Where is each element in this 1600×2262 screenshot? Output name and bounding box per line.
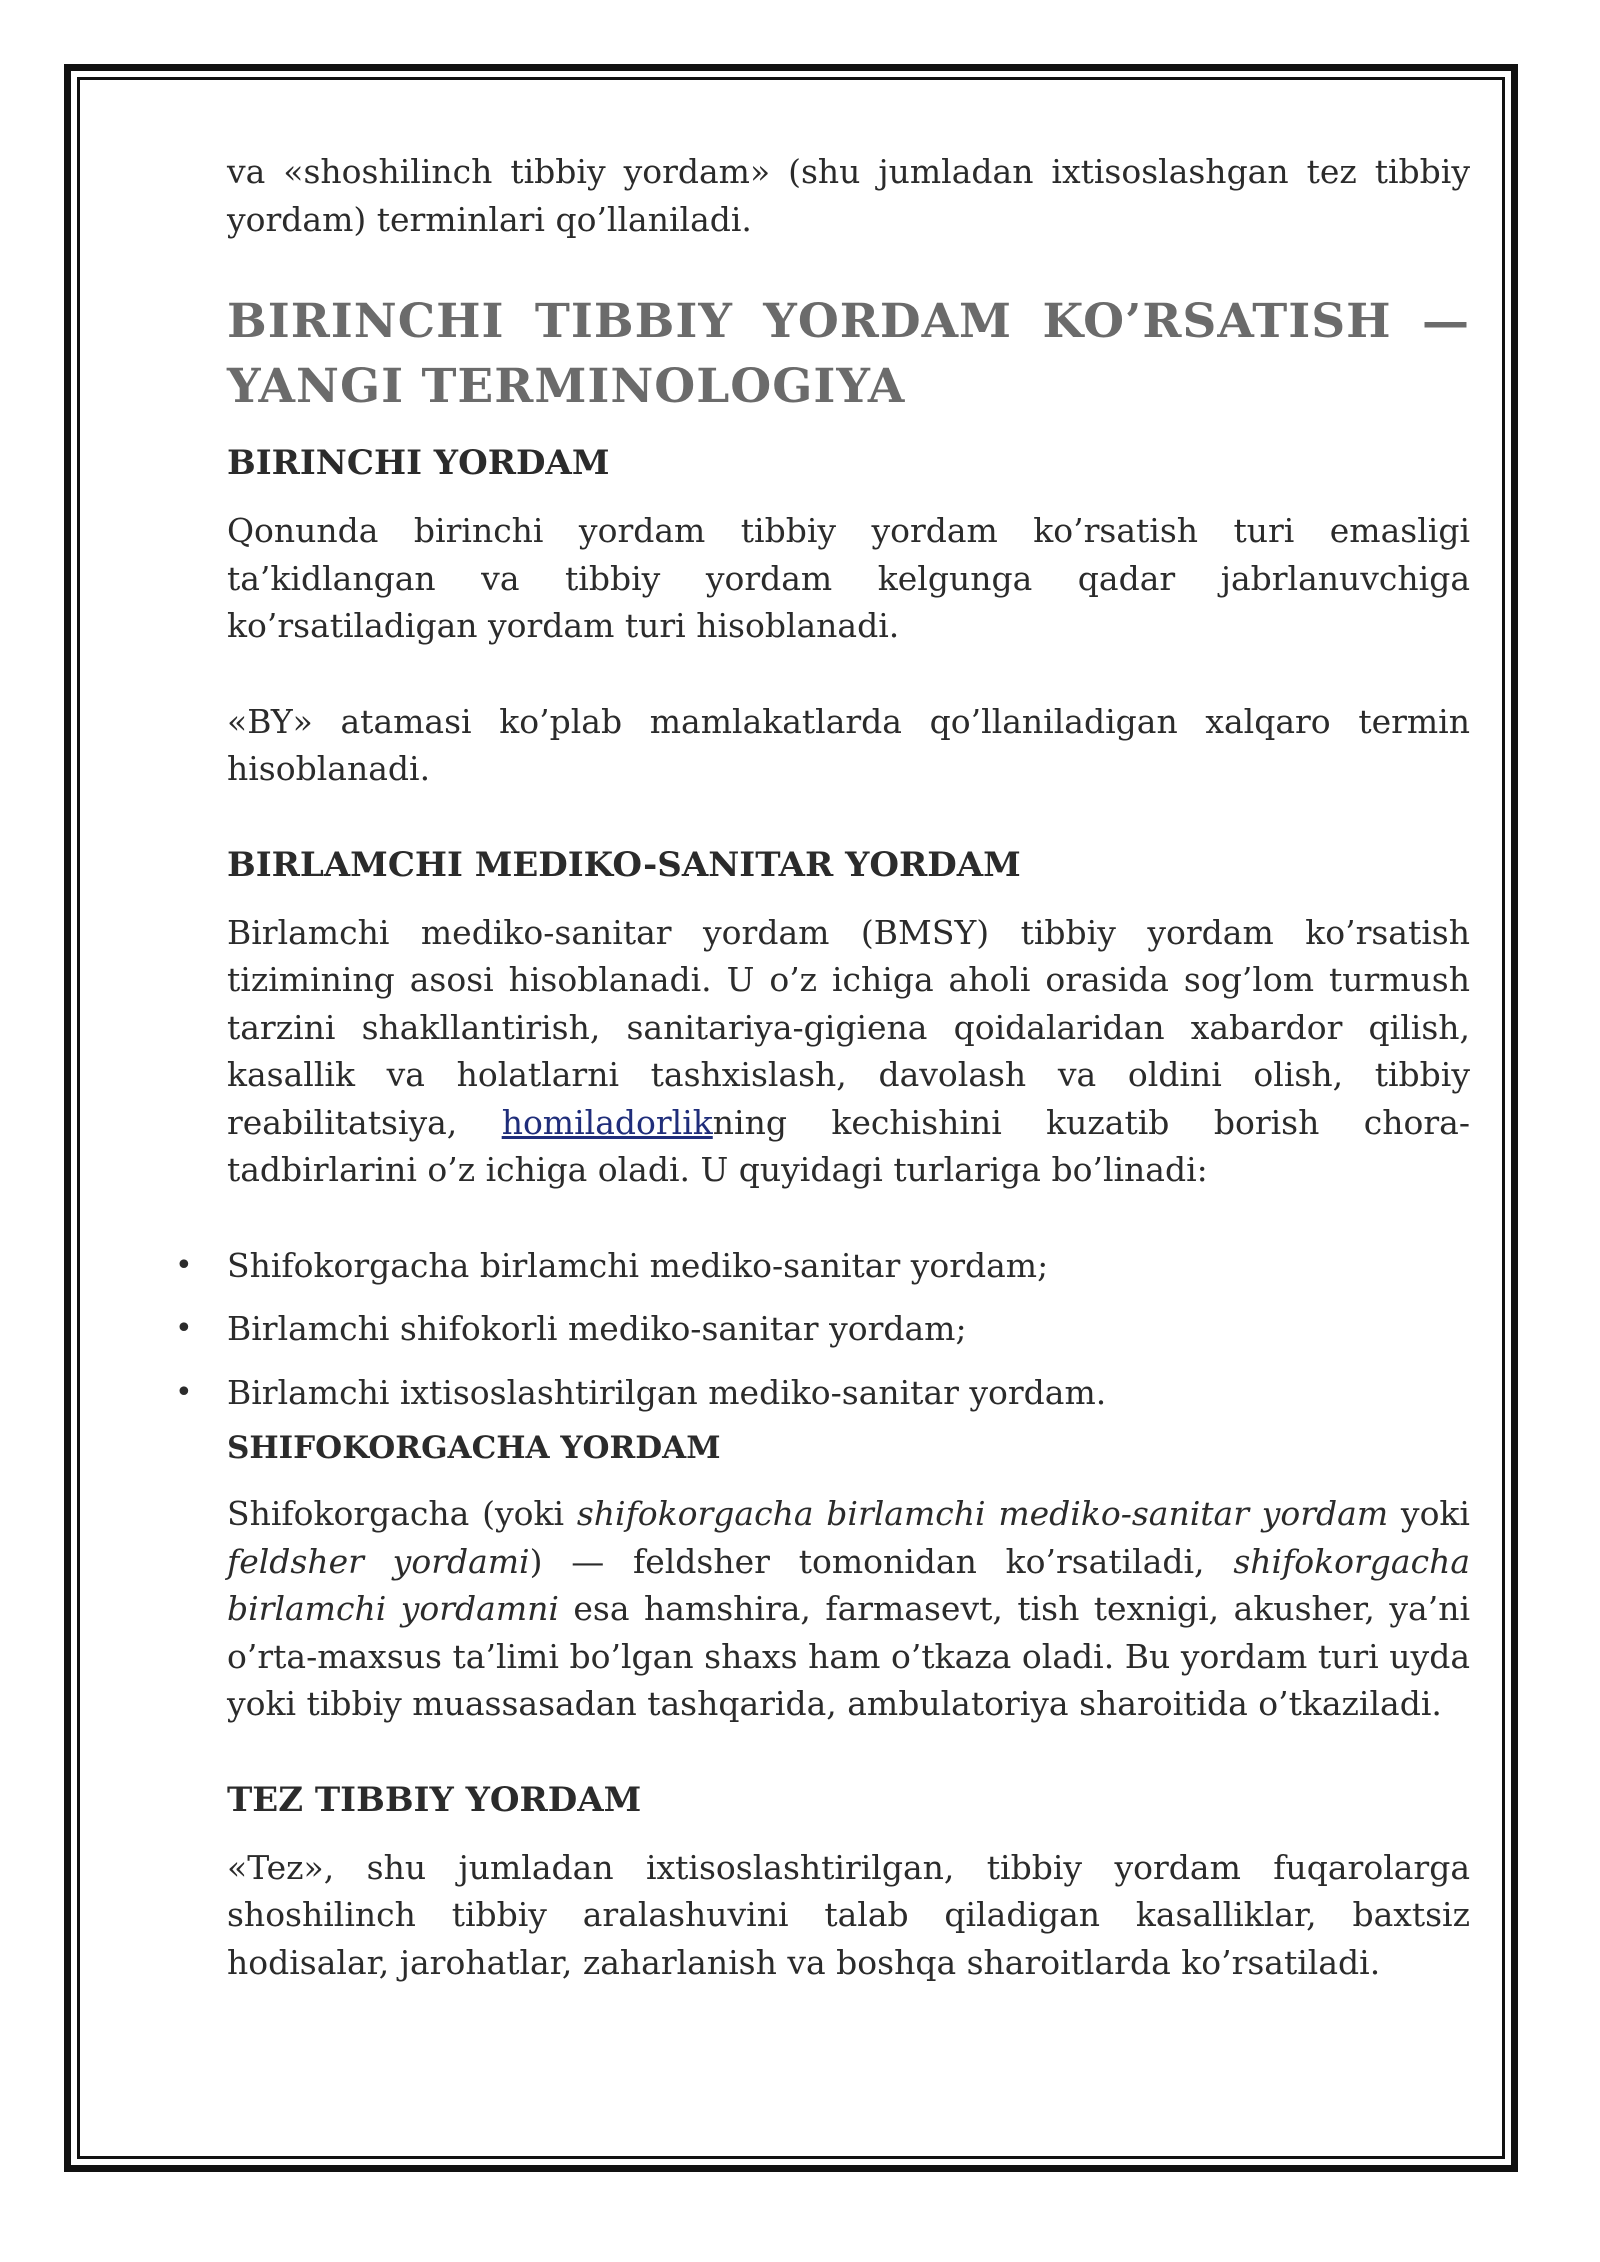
primary-care-text-after-link: ning kechishini kuzatib borish chora-tadbirlarini o’z ichiga oladi. U quyidagi turlariga bo’linadi: [227, 1102, 1470, 1189]
list-item [175, 1305, 1470, 1353]
section-heading-primary-care: BIRLAMCHI MEDIKO-SANITAR YORDAM [227, 844, 1021, 885]
pre-doctor-italic-3: shifokorgacha birlamchi yordamni [227, 1541, 1470, 1628]
emergency-paragraph: «Tez», shu jumladan ixtisoslashtirilgan, tibbiy yordam fuqarolarga shoshilinch tibbiy aralashuvini talab qiladigan kasalliklar, baxtsiz hodisalar, jarohatlar, zaharlanish va boshqa sharoitlarda ko’rsatiladi. [227, 1847, 1470, 1982]
section-heading-pre-doctor: SHIFOKORGACHA YORDAM [227, 1430, 721, 1466]
pre-doctor-italic-2: feldsher yordami [227, 1541, 530, 1581]
pre-doctor-text-1: Shifokorgacha (yoki [227, 1494, 577, 1533]
list-item-text: Birlamchi ixtisoslashtirilgan mediko-sanitar yordam. [227, 1372, 1107, 1412]
primary-care-types-list [175, 1242, 1470, 1417]
main-heading: BIRINCHI TIBBIY YORDAM KO’RSATISH — YANGI TERMINOLOGIYA [227, 294, 1470, 414]
bullet-icon: • [175, 1374, 193, 1410]
list-item [175, 1369, 1470, 1417]
list-item [175, 1242, 1470, 1290]
homiladorlik-link[interactable]: homiladorlik [501, 1102, 713, 1142]
primary-care-paragraph [227, 909, 1470, 1194]
section-heading-emergency: TEZ TIBBIY YORDAM [227, 1779, 642, 1820]
first-aid-paragraph-1: Qonunda birinchi yordam tibbiy yordam ko’rsatish turi emasligi ta’kidlangan va tibbiy yordam kelgunga qadar jabrlanuvchiga ko’rsatiladigan yordam turi hisoblanadi. [227, 511, 1470, 645]
bullet-icon: • [175, 1247, 193, 1283]
list-item-text: Birlamchi shifokorli mediko-sanitar yordam; [227, 1309, 967, 1348]
pre-doctor-text-3: ) — feldsher tomonidan ko’rsatiladi, [529, 1541, 1234, 1581]
section-heading-first-aid: BIRINCHI YORDAM [227, 443, 610, 483]
pre-doctor-italic-1: shifokorgacha birlamchi mediko-sanitar yordam [576, 1494, 1389, 1533]
primary-care-text-before-link: Birlamchi mediko-sanitar yordam (BMSY) tibbiy yordam ko’rsatish tizimining asosi hisoblanadi. U o’z ichiga aholi orasida sog’lom turmush tarzini shakllantirish, sanitariya-gigiena qoidalaridan xabardor qilish, kasallik va holatlarni tashxislash, davolash va oldini olish, tibbiy reabilitatsiya, [227, 912, 1470, 1142]
pre-doctor-text-4: esa hamshira, farmasevt, tish texnigi, akusher, ya’ni o’rta-maxsus ta’limi bo’lgan shaxs ham o’tkaza oladi. Bu yordam turi uyda yoki tibbiy muassasadan tashqarida, ambulatoriya sharoitida o’tkaziladi. [227, 1589, 1471, 1723]
list-item-text: Shifokorgacha birlamchi mediko-sanitar yordam; [227, 1245, 1049, 1285]
pre-doctor-paragraph [227, 1490, 1470, 1728]
intro-paragraph: va «shoshilinch tibbiy yordam» (shu jumladan ixtisoslashgan tez tibbiy yordam) terminlari qo’llaniladi. [227, 152, 1470, 239]
document-body [175, 148, 1471, 1986]
pre-doctor-text-2: yoki [1388, 1494, 1470, 1533]
bullet-icon: • [175, 1311, 193, 1346]
first-aid-paragraph-2: «BY» atamasi ko’plab mamlakatlarda qo’llaniladigan xalqaro termin hisoblanadi. [227, 701, 1470, 788]
